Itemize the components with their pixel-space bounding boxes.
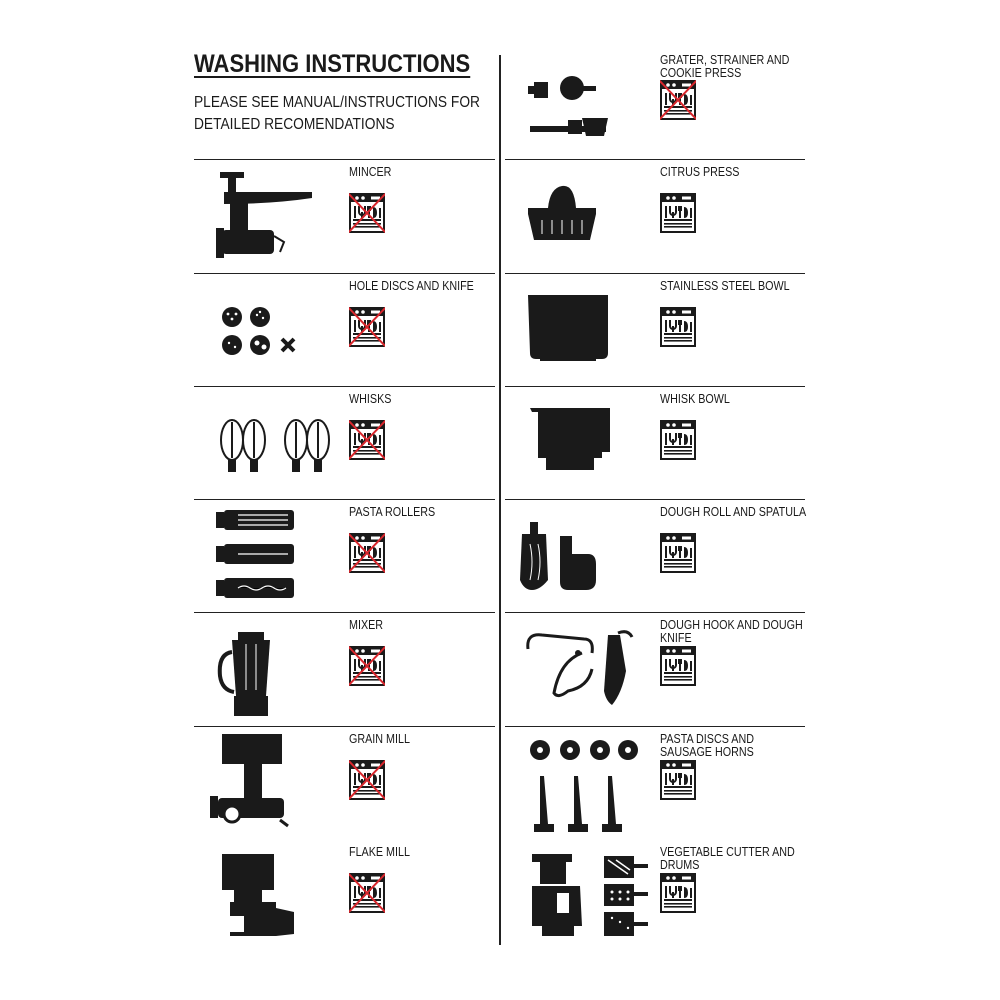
row-divider xyxy=(194,386,495,387)
row-divider xyxy=(194,612,495,613)
citrus-press-icon xyxy=(528,184,598,249)
row-divider xyxy=(505,159,805,160)
row-divider xyxy=(505,499,805,500)
not-dishwasher-safe-icon xyxy=(349,533,385,573)
item-label: CITRUS PRESS xyxy=(660,165,740,179)
row-divider xyxy=(505,386,805,387)
row-divider xyxy=(505,612,805,613)
whisk-bowl-icon xyxy=(526,404,616,479)
not-dishwasher-safe-icon xyxy=(349,646,385,686)
steel-bowl-icon xyxy=(528,293,608,368)
not-dishwasher-safe-icon xyxy=(349,420,385,460)
not-dishwasher-safe-icon xyxy=(349,193,385,233)
pasta-rollers-icon xyxy=(216,506,306,611)
hole-discs-icon xyxy=(220,303,310,368)
row-divider xyxy=(194,273,495,274)
dishwasher-safe-icon xyxy=(660,646,696,686)
dishwasher-safe-icon xyxy=(660,420,696,460)
item-label: HOLE DISCS AND KNIFE xyxy=(349,279,474,293)
dough-roll-spatula-icon xyxy=(516,520,606,605)
item-label: VEGETABLE CUTTER AND DRUMS xyxy=(660,845,795,872)
item-label: GRATER, STRAINER AND COOKIE PRESS xyxy=(660,53,790,80)
item-label: PASTA DISCS AND SAUSAGE HORNS xyxy=(660,732,754,759)
pasta-discs-icon xyxy=(528,738,638,843)
not-dishwasher-safe-icon xyxy=(660,80,696,120)
item-label: FLAKE MILL xyxy=(349,845,410,859)
dishwasher-safe-icon xyxy=(660,307,696,347)
row-divider xyxy=(194,726,495,727)
dough-hook-icon xyxy=(524,625,644,710)
vegetable-cutter-icon xyxy=(528,852,658,947)
dishwasher-safe-icon xyxy=(660,193,696,233)
item-label: GRAIN MILL xyxy=(349,732,410,746)
item-label: STAINLESS STEEL BOWL xyxy=(660,279,790,293)
item-label: MINCER xyxy=(349,165,392,179)
column-divider xyxy=(499,55,501,945)
not-dishwasher-safe-icon xyxy=(349,873,385,913)
page-subtitle: PLEASE SEE MANUAL/INSTRUCTIONS FOR DETAILED RECOMENDATIONS xyxy=(194,94,480,133)
mixer-icon xyxy=(216,630,286,725)
flake-mill-icon xyxy=(216,846,306,951)
item-label: MIXER xyxy=(349,618,384,632)
dishwasher-safe-icon xyxy=(660,533,696,573)
row-divider xyxy=(505,726,805,727)
not-dishwasher-safe-icon xyxy=(349,760,385,800)
dishwasher-safe-icon xyxy=(660,760,696,800)
item-label: DOUGH HOOK AND DOUGH KNIFE xyxy=(660,618,803,645)
item-label: DOUGH ROLL AND SPATULA xyxy=(660,505,807,519)
not-dishwasher-safe-icon xyxy=(349,307,385,347)
page-title: WASHING INSTRUCTIONS xyxy=(194,50,471,78)
mincer-icon xyxy=(208,164,318,269)
whisks-icon xyxy=(218,414,338,489)
item-label: WHISK BOWL xyxy=(660,392,730,406)
dishwasher-safe-icon xyxy=(660,873,696,913)
row-divider xyxy=(505,273,805,274)
grain-mill-icon xyxy=(208,732,298,837)
item-label: PASTA ROLLERS xyxy=(349,505,436,519)
row-divider xyxy=(194,499,495,500)
row-divider xyxy=(194,159,495,160)
item-label: WHISKS xyxy=(349,392,392,406)
grater-strainer-icon xyxy=(528,62,638,157)
